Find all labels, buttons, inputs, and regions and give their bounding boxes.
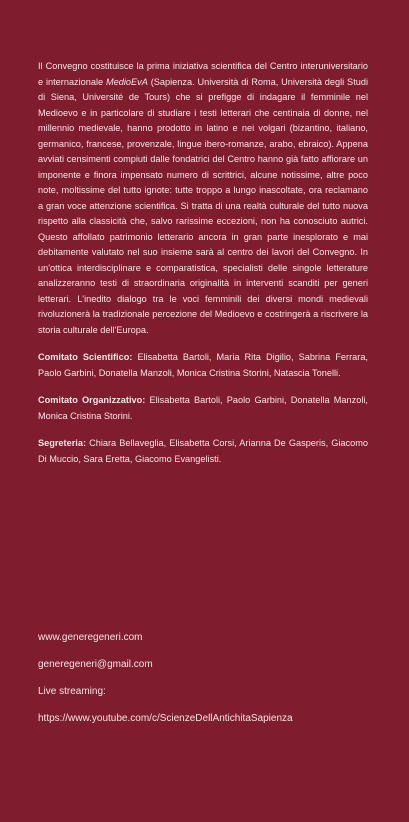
scientific-committee bbox=[38, 350, 368, 381]
streaming-label: Live streaming: bbox=[38, 686, 106, 697]
secretariat-members: Chiara Bellaveglia, Elisabetta Corsi, Arianna De Gasperis, Giacomo Di Muccio, Sara Eretta, Giacomo Evangelisti. bbox=[38, 438, 368, 464]
contacts-footer bbox=[38, 630, 378, 726]
secretariat bbox=[38, 436, 368, 467]
streaming-url-link[interactable]: https://www.youtube.com/c/ScienzeDellAntichitaSapienza bbox=[38, 713, 293, 724]
main-text-block bbox=[38, 59, 368, 479]
email-link[interactable]: generegeneri@gmail.com bbox=[38, 659, 153, 670]
organizing-committee bbox=[38, 393, 368, 424]
scientific-committee-label: Comitato Scientifico: bbox=[38, 352, 133, 362]
intro-paragraph bbox=[38, 59, 368, 338]
scientific-committee-members: Elisabetta Bartoli, Maria Rita Digilio, Sabrina Ferrara, Paolo Garbini, Donatella Manzoli, Monica Cristina Storini, Natascia Tonelli. bbox=[38, 352, 368, 378]
centre-name: MedioEvA bbox=[106, 76, 148, 87]
secretariat-label: Segreteria: bbox=[38, 438, 87, 448]
organizing-committee-label: Comitato Organizzativo: bbox=[38, 395, 146, 405]
organizing-committee-members: Elisabetta Bartoli, Paolo Garbini, Donatella Manzoli, Monica Cristina Storini. bbox=[38, 395, 368, 421]
intro-text-part2: (Sapienza. Università di Roma, Università degli Studi di Siena, Université de Tours) che si prefigge di indagare il femminile nel Medioevo e in particolare di studiare i testi letterari che centinaia di donne, nel millennio medievale, hanno prodotto in latino e nei volgari (bizantino, italiano, germanico, francese, provenzale, lingue ibero-romanze, arabo, ebraico). Appena avviati censimenti compiuti dalle fondatrici del Centro hanno già fatto affiorare un imponente e finora impensato numero di scrittrici, alcune notissime, altre poco note, moltissime del tutto ignote: tutte troppo a lungo inascoltate, ora reclamano a gran voce attenzione scientifica. Si tratta di una realtà culturale del tutto nuova rispetto alla classicità che, salvo rarissime eccezioni, non ha conosciuto autrici. Questo affollato patrimonio letterario ancora in gran parte inesplorato e mai debitamente valutato nel suo insieme sarà al centro dei lavori del Convegno. In un'ottica interdisciplinare e comparatistica, specialisti delle singole letterature analizzeranno testi di straordinaria originalità in interventi scanditi per generi letterari. L'inedito dialogo tra le voci femminili dei diversi mondi medievali rivoluzionerà la tradizionale percezione del Medioevo e costringerà a riscrivere la storia culturale dell'Europa. bbox=[38, 76, 369, 335]
website-link[interactable]: www.generegeneri.com bbox=[38, 632, 143, 643]
intro-text-part1: Il Convegno costituisce la prima iniziativa scientifica del Centro interuniversitario e internazionale bbox=[38, 61, 368, 87]
